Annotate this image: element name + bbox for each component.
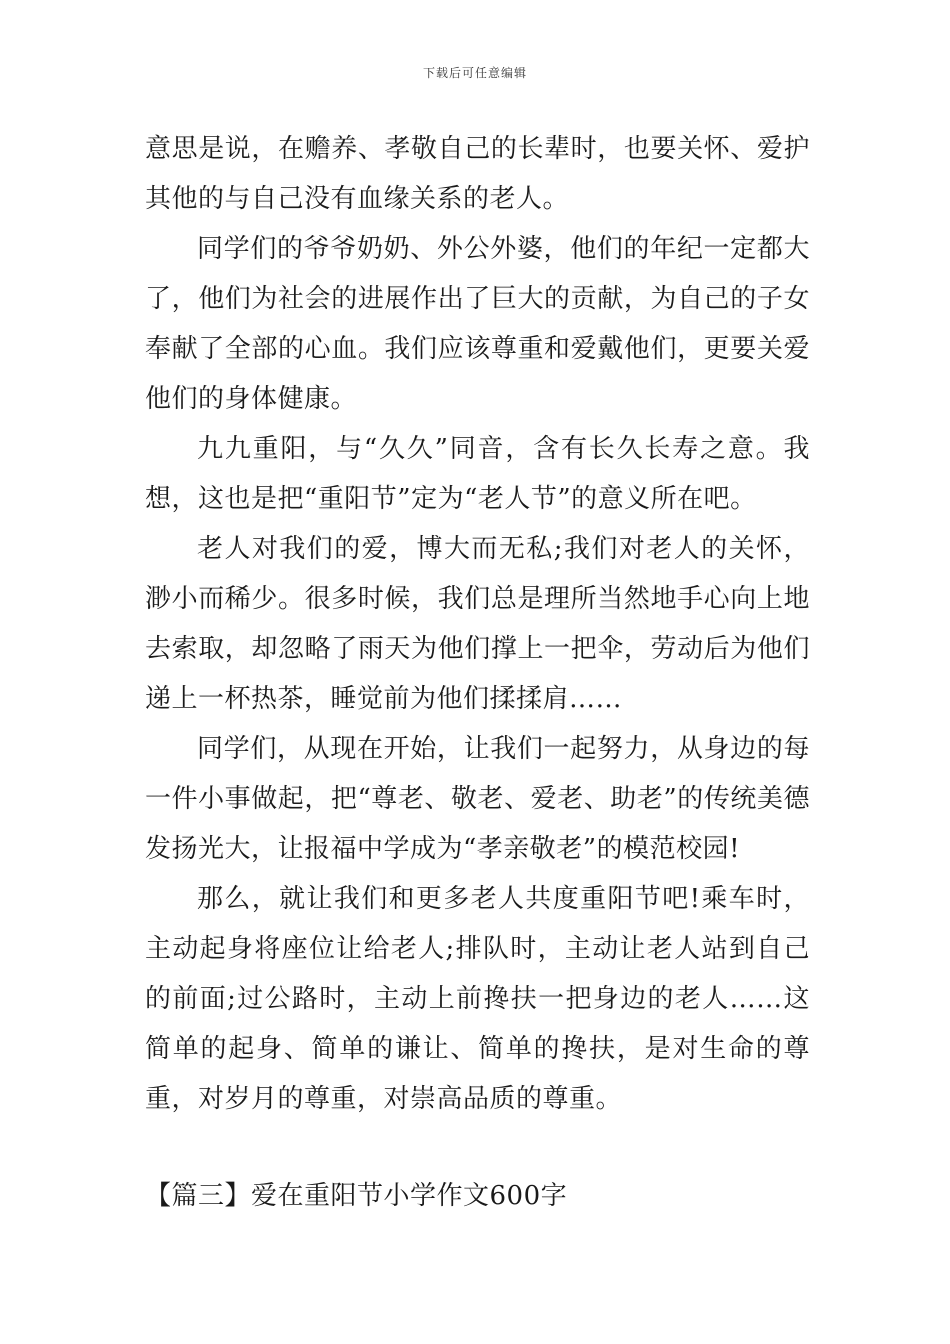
paragraph-4: 老人对我们的爱，博大而无私;我们对老人的关怀，渺小而稀少。很多时候，我们总是理所当然地手心向上地去索取，却忽略了雨天为他们撑上一把伞，劳动后为他们递上一杯热茶，睡觉前为他们揉揉肩……: [145, 534, 810, 714]
paragraph-1: 意思是说，在赡养、孝敬自己的长辈时，也要关怀、爱护其他的与自己没有血缘关系的老人。: [145, 134, 810, 214]
paragraph-2: 同学们的爷爷奶奶、外公外婆，他们的年纪一定都大了，他们为社会的进展作出了巨大的贡献，为自己的子女奉献了全部的心血。我们应该尊重和爱戴他们，更要关爱他们的身体健康。: [145, 234, 810, 414]
paragraph-3: 九九重阳，与“久久”同音，含有长久长寿之意。我想，这也是把“重阳节”定为“老人节”的意义所在吧。: [145, 434, 810, 514]
document-body: [145, 124, 810, 1124]
paragraph-5: 同学们，从现在开始，让我们一起努力，从身边的每一件小事做起，把“尊老、敬老、爱老、助老”的传统美德发扬光大，让报福中学成为“孝亲敬老”的模范校园!: [145, 734, 810, 864]
section-heading: 【篇三】爱在重阳节小学作文600字: [145, 1181, 568, 1211]
page-header: 下载后可任意编辑: [422, 66, 527, 80]
paragraph-6: 那么，就让我们和更多老人共度重阳节吧!乘车时，主动起身将座位让给老人;排队时，主动让老人站到自己的前面;过公路时，主动上前搀扶一把身边的老人……这简单的起身、简单的谦让、简单的搀扶，是对生命的尊重，对岁月的尊重，对崇高品质的尊重。: [145, 884, 810, 1114]
